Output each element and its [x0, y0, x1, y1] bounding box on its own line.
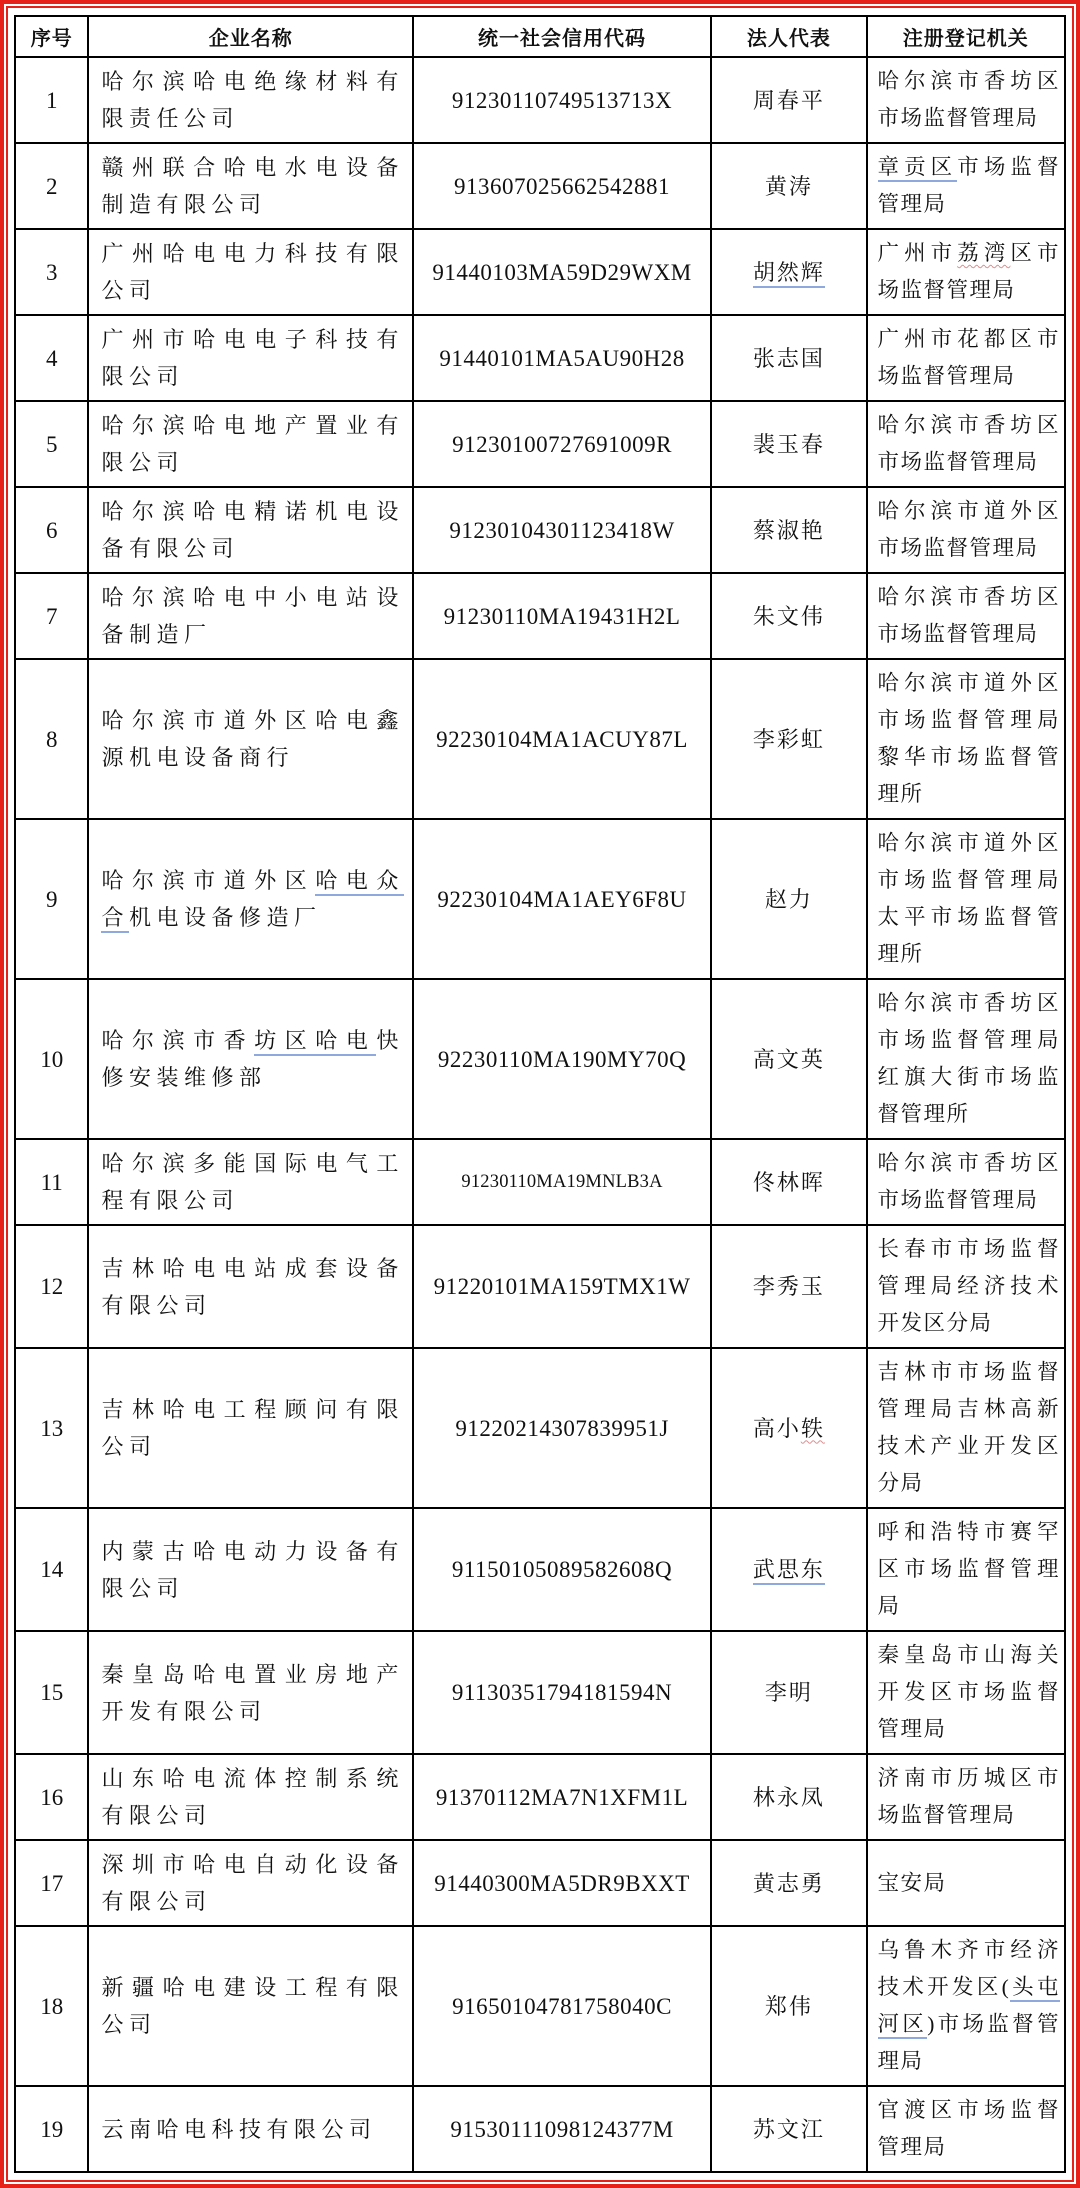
- cell-company-name: 哈尔滨市道外区哈电众合机电设备修造厂: [88, 819, 412, 979]
- table-row: [15, 1840, 1065, 1926]
- cell-legal-representative: 朱文伟: [711, 573, 866, 659]
- cell-credit-code: 91370112MA7N1XFM1L: [413, 1754, 711, 1840]
- header-name: 企业名称: [88, 16, 412, 57]
- cell-credit-code: 91440300MA5DR9BXXT: [413, 1840, 711, 1926]
- cell-legal-representative: 高小轶: [711, 1348, 866, 1508]
- cell-credit-code: 91650104781758040C: [413, 1926, 711, 2086]
- cell-legal-representative: 高文英: [711, 979, 866, 1139]
- cell-credit-code: 91150105089582608Q: [413, 1508, 711, 1631]
- cell-serial-number: 4: [15, 315, 88, 401]
- table-row: [15, 1225, 1065, 1348]
- header-org: 注册登记机关: [867, 16, 1065, 57]
- cell-registration-authority: 哈尔滨市香坊区市场监督管理局: [867, 57, 1065, 143]
- cell-credit-code: 913607025662542881: [413, 143, 711, 229]
- spellcheck-underline: 胡然辉: [753, 260, 825, 288]
- spellcheck-underline: 哈电众合: [101, 868, 403, 933]
- cell-serial-number: 10: [15, 979, 88, 1139]
- header-rep: 法人代表: [711, 16, 866, 57]
- cell-credit-code: 91220214307839951J: [413, 1348, 711, 1508]
- table-row: [15, 487, 1065, 573]
- table-row: [15, 1139, 1065, 1225]
- cell-registration-authority: 广州市花都区市场监督管理局: [867, 315, 1065, 401]
- cell-credit-code: 91230110MA19MNLB3A: [413, 1139, 711, 1225]
- cell-serial-number: 11: [15, 1139, 88, 1225]
- cell-registration-authority: 哈尔滨市香坊区市场监督管理局: [867, 573, 1065, 659]
- cell-credit-code: 91230100727691009R: [413, 401, 711, 487]
- cell-serial-number: 9: [15, 819, 88, 979]
- cell-registration-authority: 呼和浩特市赛罕区市场监督管理局: [867, 1508, 1065, 1631]
- cell-legal-representative: 林永凤: [711, 1754, 866, 1840]
- cell-registration-authority: 哈尔滨市道外区市场监督管理局: [867, 487, 1065, 573]
- cell-credit-code: 91230110749513713X: [413, 57, 711, 143]
- table-row: [15, 315, 1065, 401]
- cell-company-name: 哈尔滨哈电地产置业有限公司: [88, 401, 412, 487]
- cell-registration-authority: 章贡区市场监督管理局: [867, 143, 1065, 229]
- cell-credit-code: 91130351794181594N: [413, 1631, 711, 1754]
- cell-credit-code: 91220101MA159TMX1W: [413, 1225, 711, 1348]
- cell-company-name: 广州哈电电力科技有限公司: [88, 229, 412, 315]
- cell-legal-representative: 裴玉春: [711, 401, 866, 487]
- red-inner-frame: [6, 6, 1074, 2182]
- cell-serial-number: 6: [15, 487, 88, 573]
- cell-credit-code: 91230110MA19431H2L: [413, 573, 711, 659]
- cell-credit-code: 91440101MA5AU90H28: [413, 315, 711, 401]
- cell-serial-number: 19: [15, 2086, 88, 2172]
- cell-registration-authority: 哈尔滨市香坊区市场监督管理局: [867, 1139, 1065, 1225]
- cell-registration-authority: 官渡区市场监督管理局: [867, 2086, 1065, 2172]
- cell-serial-number: 15: [15, 1631, 88, 1754]
- cell-credit-code: 91530111098124377M: [413, 2086, 711, 2172]
- cell-company-name: 秦皇岛哈电置业房地产开发有限公司: [88, 1631, 412, 1754]
- cell-company-name: 吉林哈电工程顾问有限公司: [88, 1348, 412, 1508]
- cell-serial-number: 12: [15, 1225, 88, 1348]
- spellcheck-underline: 坊区哈电: [254, 1028, 376, 1056]
- cell-registration-authority: 乌鲁木齐市经济技术开发区(头屯河区)市场监督管理局: [867, 1926, 1065, 2086]
- header-seq: 序号: [15, 16, 88, 57]
- spellcheck-underline: 武思东: [753, 1557, 825, 1585]
- cell-registration-authority: 哈尔滨市道外区市场监督管理局太平市场监督管理所: [867, 819, 1065, 979]
- cell-credit-code: 92230110MA190MY70Q: [413, 979, 711, 1139]
- cell-company-name: 哈尔滨多能国际电气工程有限公司: [88, 1139, 412, 1225]
- spellcheck-underline: 轶: [800, 1415, 825, 1441]
- cell-serial-number: 17: [15, 1840, 88, 1926]
- cell-company-name: 广州市哈电电子科技有限公司: [88, 315, 412, 401]
- cell-legal-representative: [711, 1508, 866, 1631]
- cell-company-name: 新疆哈电建设工程有限公司: [88, 1926, 412, 2086]
- cell-company-name: 山东哈电流体控制系统有限公司: [88, 1754, 412, 1840]
- cell-serial-number: 14: [15, 1508, 88, 1631]
- cell-company-name: 吉林哈电电站成套设备有限公司: [88, 1225, 412, 1348]
- cell-company-name: 赣州联合哈电水电设备制造有限公司: [88, 143, 412, 229]
- cell-registration-authority: 哈尔滨市香坊区市场监督管理局红旗大街市场监督管理所: [867, 979, 1065, 1139]
- cell-registration-authority: 广州市荔湾区市场监督管理局: [867, 229, 1065, 315]
- company-registry-table: [14, 15, 1066, 2173]
- cell-credit-code: 92230104MA1ACUY87L: [413, 659, 711, 819]
- cell-legal-representative: 苏文江: [711, 2086, 866, 2172]
- spellcheck-underline: 荔湾: [957, 241, 1011, 265]
- cell-company-name: 哈尔滨哈电中小电站设备制造厂: [88, 573, 412, 659]
- cell-legal-representative: 张志国: [711, 315, 866, 401]
- table-row: [15, 401, 1065, 487]
- cell-registration-authority: 哈尔滨市道外区市场监督管理局黎华市场监督管理所: [867, 659, 1065, 819]
- cell-credit-code: 92230104MA1AEY6F8U: [413, 819, 711, 979]
- cell-serial-number: 5: [15, 401, 88, 487]
- table-row: [15, 1508, 1065, 1631]
- cell-registration-authority: 秦皇岛市山海关开发区市场监督管理局: [867, 1631, 1065, 1754]
- table-row: [15, 1348, 1065, 1508]
- header-code: 统一社会信用代码: [413, 16, 711, 57]
- cell-legal-representative: [711, 229, 866, 315]
- table-row: [15, 57, 1065, 143]
- cell-credit-code: 91440103MA59D29WXM: [413, 229, 711, 315]
- cell-legal-representative: 周春平: [711, 57, 866, 143]
- cell-serial-number: 7: [15, 573, 88, 659]
- cell-company-name: 哈尔滨哈电精诺机电设备有限公司: [88, 487, 412, 573]
- cell-serial-number: 16: [15, 1754, 88, 1840]
- cell-legal-representative: 佟林晖: [711, 1139, 866, 1225]
- table-row: [15, 819, 1065, 979]
- cell-legal-representative: 黄志勇: [711, 1840, 866, 1926]
- table-row: [15, 659, 1065, 819]
- cell-serial-number: 2: [15, 143, 88, 229]
- cell-serial-number: 13: [15, 1348, 88, 1508]
- cell-legal-representative: 李明: [711, 1631, 866, 1754]
- cell-legal-representative: 李秀玉: [711, 1225, 866, 1348]
- table-header: [15, 16, 1065, 57]
- cell-company-name: 内蒙古哈电动力设备有限公司: [88, 1508, 412, 1631]
- cell-legal-representative: 郑伟: [711, 1926, 866, 2086]
- cell-company-name: 哈尔滨市香坊区哈电快修安装维修部: [88, 979, 412, 1139]
- cell-company-name: 云南哈电科技有限公司: [88, 2086, 412, 2172]
- cell-legal-representative: 黄涛: [711, 143, 866, 229]
- table-row: [15, 1754, 1065, 1840]
- cell-company-name: 深圳市哈电自动化设备有限公司: [88, 1840, 412, 1926]
- table-row: [15, 143, 1065, 229]
- cell-company-name: 哈尔滨哈电绝缘材料有限责任公司: [88, 57, 412, 143]
- table-row: [15, 1926, 1065, 2086]
- cell-serial-number: 18: [15, 1926, 88, 2086]
- cell-legal-representative: 赵力: [711, 819, 866, 979]
- cell-company-name: 哈尔滨市道外区哈电鑫源机电设备商行: [88, 659, 412, 819]
- cell-registration-authority: 哈尔滨市香坊区市场监督管理局: [867, 401, 1065, 487]
- table-row: [15, 979, 1065, 1139]
- cell-registration-authority: 济南市历城区市场监督管理局: [867, 1754, 1065, 1840]
- table-row: [15, 229, 1065, 315]
- cell-legal-representative: 蔡淑艳: [711, 487, 866, 573]
- header-row: [15, 16, 1065, 57]
- spellcheck-underline: 头屯河区: [878, 1975, 1060, 2039]
- cell-serial-number: 3: [15, 229, 88, 315]
- cell-serial-number: 1: [15, 57, 88, 143]
- table-row: [15, 2086, 1065, 2172]
- table-row: [15, 1631, 1065, 1754]
- cell-legal-representative: 李彩虹: [711, 659, 866, 819]
- cell-registration-authority: 吉林市市场监督管理局吉林高新技术产业开发区分局: [867, 1348, 1065, 1508]
- cell-registration-authority: 宝安局: [867, 1840, 1065, 1926]
- cell-credit-code: 91230104301123418W: [413, 487, 711, 573]
- table-body: [15, 57, 1065, 2172]
- cell-registration-authority: 长春市市场监督管理局经济技术开发区分局: [867, 1225, 1065, 1348]
- table-row: [15, 573, 1065, 659]
- cell-serial-number: 8: [15, 659, 88, 819]
- spellcheck-underline: 章贡区: [878, 155, 958, 182]
